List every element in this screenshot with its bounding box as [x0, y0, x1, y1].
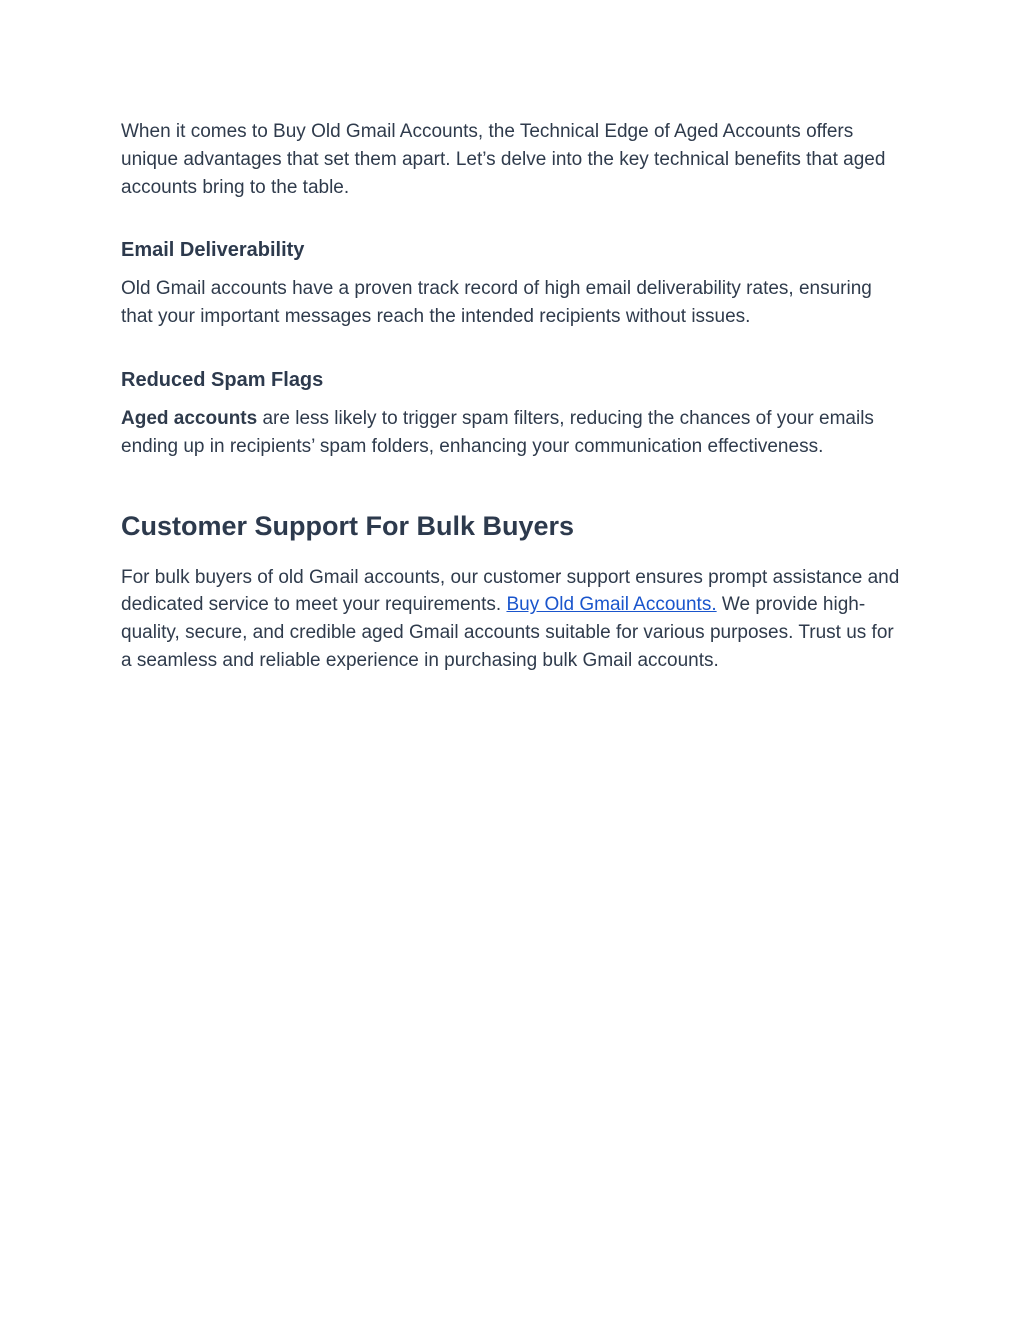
- customer-support-paragraph: [121, 564, 901, 675]
- customer-support-body-start: For bulk buyers of old Gmail accounts, our customer support ensures prompt assistance and dedicated service to meet your requirements.: [121, 566, 900, 616]
- intro-paragraph: When it comes to Buy Old Gmail Accounts, the Technical Edge of Aged Accounts offers unique advantages that set them apart. Let’s delve into the key technical benefits that aged accounts bring to the table.: [121, 121, 886, 198]
- document-page: [121, 118, 901, 675]
- buy-old-gmail-accounts-link[interactable]: Buy Old Gmail Accounts.: [506, 594, 717, 616]
- reduced-spam-flags-body: are less likely to trigger spam filters, reducing the chances of your emails ending up in recipients’ spam folders, enhancing your communication effectiveness.: [121, 407, 874, 457]
- customer-support-body-end: We provide high-quality, secure, and credible aged Gmail accounts suitable for various purposes. Trust us for a seamless and reliable experience in purchasing bulk Gmail accounts.: [121, 594, 894, 671]
- email-deliverability-paragraph: Old Gmail accounts have a proven track record of high email deliverability rates, ensuring that your important messages reach the intended recipients without issues.: [121, 278, 872, 328]
- email-deliverability-heading: Email Deliverability: [121, 239, 305, 262]
- reduced-spam-flags-heading: Reduced Spam Flags: [121, 368, 324, 391]
- aged-accounts-bold-lead: Aged accounts: [121, 407, 258, 429]
- reduced-spam-flags-paragraph: [121, 405, 901, 461]
- customer-support-heading: Customer Support For Bulk Buyers: [121, 510, 575, 541]
